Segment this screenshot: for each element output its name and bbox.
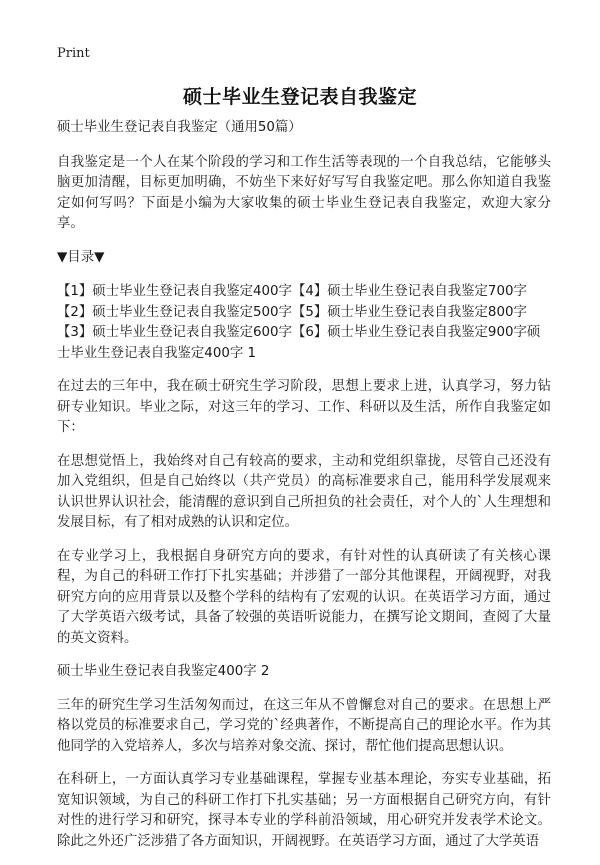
toc-link-1[interactable]: 【1】硕士毕业生登记表自我鉴定400字 xyxy=(57,284,292,299)
section1-paragraph: 在过去的三年中，我在硕士研究生学习阶段，思想上要求上进，认真学习，努力钻研专业知识。毕业之际，对这三年的学习、工作、科研以及生活，所作自我鉴定如下： xyxy=(57,379,551,435)
page-title: 硕士毕业生登记表自我鉴定 xyxy=(182,86,417,108)
article-subtitle: 硕士毕业生登记表自我鉴定（通用50篇） xyxy=(57,120,302,135)
article-body xyxy=(57,118,551,865)
section2-paragraph: 在科研上，一方面认真学习专业基础课程，掌握专业基本理论，夯实专业基础，拓宽知识领域，为自己的科研工作打下扎实基础；另一方面根据自己研究方向，有针对性的进行学习和研究，探寻本专业的学科前沿领域，用心研究并发表学术论文。除此之外还广泛涉猎了各方面知识，开阔视野。在英语学习方面，通过了大学英语 xyxy=(57,772,551,849)
toc-heading: ▼目录▼ xyxy=(57,249,105,265)
toc-link-4[interactable]: 【4】硕士毕业生登记表自我鉴定700字 xyxy=(291,284,527,299)
section1-paragraph: 在思想觉悟上，我始终对自己有较高的要求，主动和党组织靠拢，尽管自己还没有加入党组织，但是自己始终以（共产党员）的高标准要求自己，能用科学发展观来认识世界认识社会，能清醒的意识到自己所担负的社会责任，对个人的`人生理想和发展目标，有了相对成熟的认识和定位。 xyxy=(57,453,551,530)
toc-link-5[interactable]: 【5】硕士毕业生登记表自我鉴定800字 xyxy=(291,304,527,320)
table-of-contents xyxy=(57,282,551,364)
print-link[interactable]: Print xyxy=(57,46,90,61)
toc-link-6[interactable]: 【6】硕士毕业生登记表自我鉴定900字 xyxy=(291,325,527,340)
toc-link-3[interactable]: 【3】硕士毕业生登记表自我鉴定600字 xyxy=(57,325,292,340)
section2-paragraph: 三年的研究生学习生活匆匆而过，在这三年从不曾懈怠对自己的要求。在思想上严格以党员的标准要求自己，学习党的`经典著作，不断提高自己的理论水平。作为其他同学的入党培养人，多次与培养对象交流、探讨，帮忙他们提高思想认识。 xyxy=(57,697,551,754)
intro-paragraph: 自我鉴定是一个人在某个阶段的学习和工作生活等表现的一个自我总结，它能够头脑更加清醒，目标更加明确，不妨坐下来好好写写自我鉴定吧。那么你知道自我鉴定如何写吗？下面是小编为大家收集的硕士毕业生登记表自我鉴定，欢迎大家分享。 xyxy=(57,154,551,231)
toc-link-2[interactable]: 【2】硕士毕业生登记表自我鉴定500字 xyxy=(57,304,292,320)
section1-paragraph: 在专业学习上，我根据自身研究方向的要求，有针对性的认真研读了有关核心课程，为自己的科研工作打下扎实基础；并涉猎了一部分其他课程，开阔视野，对我研究方向的应用背景以及整个学科的结构有了宏观的认识。在英语学习方面，通过了大学英语六级考试，具备了较强的英语听说能力，在撰写论文期间，查阅了大量的英文资料。 xyxy=(57,548,551,646)
section2-heading: 硕士毕业生登记表自我鉴定400字 2 xyxy=(57,664,270,679)
section1-heading: 硕士毕业生登记表自我鉴定400字 1 xyxy=(57,325,541,361)
